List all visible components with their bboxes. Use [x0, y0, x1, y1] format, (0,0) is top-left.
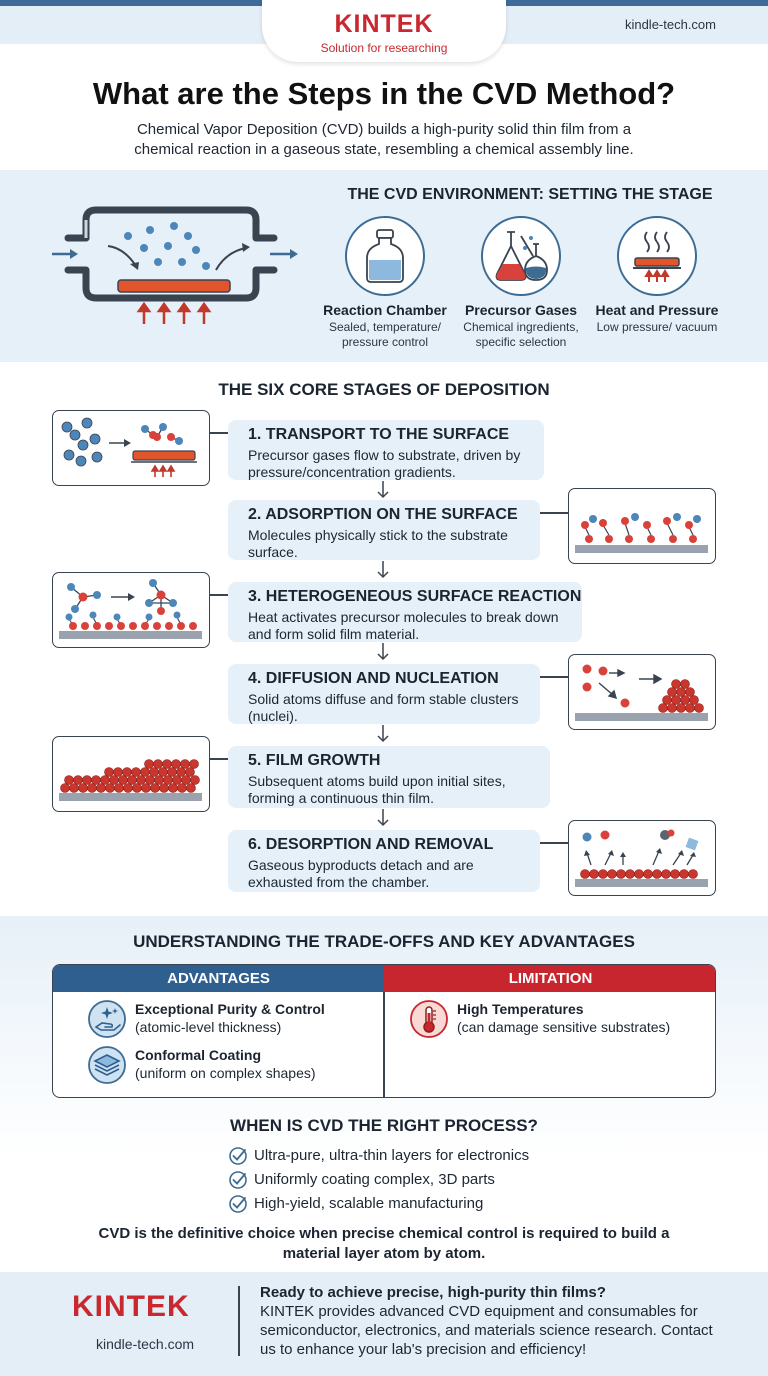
footer-cta: Ready to achieve precise, high-purity thin films?	[260, 1284, 606, 1301]
advantages-header: ADVANTAGES	[53, 965, 384, 992]
header-logo[interactable]	[262, 0, 506, 62]
env-item-heat-pressure	[592, 216, 722, 335]
intro-text: Chemical Vapor Deposition (CVD) builds a high-purity solid thin film from a chemical reaction in a gaseous state, resembling a chemical assembly line.	[134, 121, 634, 158]
down-arrow-icon	[377, 481, 389, 499]
tradeoffs-title: UNDERSTANDING THE TRADE-OFFS AND KEY ADVANTAGES	[133, 932, 635, 951]
check-circle-icon	[228, 1170, 248, 1190]
site-link[interactable]: kindle-tech.com	[624, 17, 716, 32]
layers-icon	[87, 1045, 127, 1085]
advantage-title: Exceptional Purity & Control	[135, 1001, 325, 1017]
advantage-desc: (atomic-level thickness)	[135, 1019, 282, 1035]
stage-desc: Heat activates precursor molecules to break down and form solid film material.	[248, 609, 559, 642]
surface-reaction-illustration	[52, 572, 210, 648]
footer-logo[interactable]: KINTEK	[72, 1290, 190, 1323]
down-arrow-icon	[377, 561, 389, 579]
stage-title: 3. HETEROGENEOUS SURFACE REACTION	[248, 588, 582, 605]
tradeoffs-table	[52, 964, 716, 1098]
check-item-text: Uniformly coating complex, 3D parts	[254, 1171, 495, 1188]
stage-title: 6. DESORPTION AND REMOVAL	[248, 836, 494, 853]
advantage-desc: (uniform on complex shapes)	[135, 1065, 316, 1081]
connector-line	[540, 842, 568, 844]
limitation-title: High Temperatures	[457, 1001, 584, 1017]
connector-line	[210, 758, 228, 760]
down-arrow-icon	[377, 725, 389, 743]
column-divider	[383, 992, 385, 1098]
stage-desc: Gaseous byproducts detach and are exhausted from the chamber.	[248, 857, 474, 890]
down-arrow-icon	[377, 809, 389, 827]
environment-title: THE CVD ENVIRONMENT: SETTING THE STAGE	[347, 186, 713, 203]
limitation-header: LIMITATION	[384, 965, 716, 992]
stage-desc: Solid atoms diffuse and form stable clusters (nuclei).	[248, 691, 519, 724]
footer-site-link[interactable]: kindle-tech.com	[96, 1336, 195, 1352]
env-item-reaction-chamber	[320, 216, 450, 350]
stage-title: 2. ADSORPTION ON THE SURFACE	[248, 506, 518, 523]
transport-illustration	[52, 410, 210, 486]
env-label: Heat and Pressure	[595, 302, 719, 318]
conclusion-text: CVD is the definitive choice when precise chemical control is required to build a material layer atom by atom.	[98, 1225, 670, 1262]
stage-1	[228, 420, 544, 480]
adsorption-illustration	[568, 488, 716, 564]
env-desc: Chemical ingredients, specific selection	[463, 320, 579, 349]
stage-title: 1. TRANSPORT TO THE SURFACE	[248, 426, 510, 443]
heater-icon	[617, 216, 697, 296]
film-growth-svg	[53, 737, 208, 810]
bottle-icon	[345, 216, 425, 296]
stage-desc: Subsequent atoms build upon initial sites, forming a continuous thin film.	[248, 773, 506, 806]
page-title: What are the Steps in the CVD Method?	[92, 76, 676, 111]
check-circle-icon	[228, 1146, 248, 1166]
connector-line	[540, 676, 568, 678]
reaction-chamber-diagram	[46, 200, 306, 334]
desorption-illustration	[568, 820, 716, 896]
env-item-precursor-gases	[456, 216, 586, 350]
env-desc: Sealed, temperature/ pressure control	[328, 320, 442, 349]
stage-title: 4. DIFFUSION AND NUCLEATION	[248, 670, 499, 687]
flasks-icon	[481, 216, 561, 296]
limitation-desc: (can damage sensitive substrates)	[457, 1019, 671, 1035]
check-circle-icon	[228, 1194, 248, 1214]
advantage-title: Conformal Coating	[135, 1047, 261, 1063]
down-arrow-icon	[377, 643, 389, 661]
right-process-title: WHEN IS CVD THE RIGHT PROCESS?	[230, 1116, 538, 1135]
brand-tagline: Solution for researching	[320, 41, 448, 55]
footer-text: KINTEK provides advanced CVD equipment and consumables for semiconductor, electronics, and materials science research. Contact us to enhance your lab's precision and efficiency!	[260, 1303, 713, 1358]
env-label: Reaction Chamber	[323, 302, 447, 318]
stage-3	[228, 582, 582, 642]
film-growth-illustration	[52, 736, 210, 812]
stage-4	[228, 664, 540, 724]
sparkle-hand-icon	[87, 999, 127, 1039]
stage-desc: Molecules physically stick to the substrate surface.	[248, 527, 508, 560]
connector-line	[210, 594, 228, 596]
connector-line	[540, 512, 568, 514]
brand-logo: KINTEK	[334, 10, 434, 38]
nucleation-illustration	[568, 654, 716, 730]
env-desc: Low pressure/ vacuum	[596, 320, 718, 334]
check-item-text: Ultra-pure, ultra-thin layers for electronics	[254, 1147, 530, 1164]
stage-5	[228, 746, 550, 808]
stage-6	[228, 830, 540, 892]
check-item-text: High-yield, scalable manufacturing	[254, 1195, 484, 1212]
env-label: Precursor Gases	[464, 302, 578, 318]
stage-desc: Precursor gases flow to substrate, driven by pressure/concentration gradients.	[248, 447, 521, 480]
stages-title: THE SIX CORE STAGES OF DEPOSITION	[218, 380, 550, 399]
stage-2	[228, 500, 540, 560]
connector-line	[210, 432, 228, 434]
thermometer-icon	[409, 999, 449, 1039]
footer-divider	[238, 1286, 240, 1356]
stage-title: 5. FILM GROWTH	[248, 752, 381, 769]
